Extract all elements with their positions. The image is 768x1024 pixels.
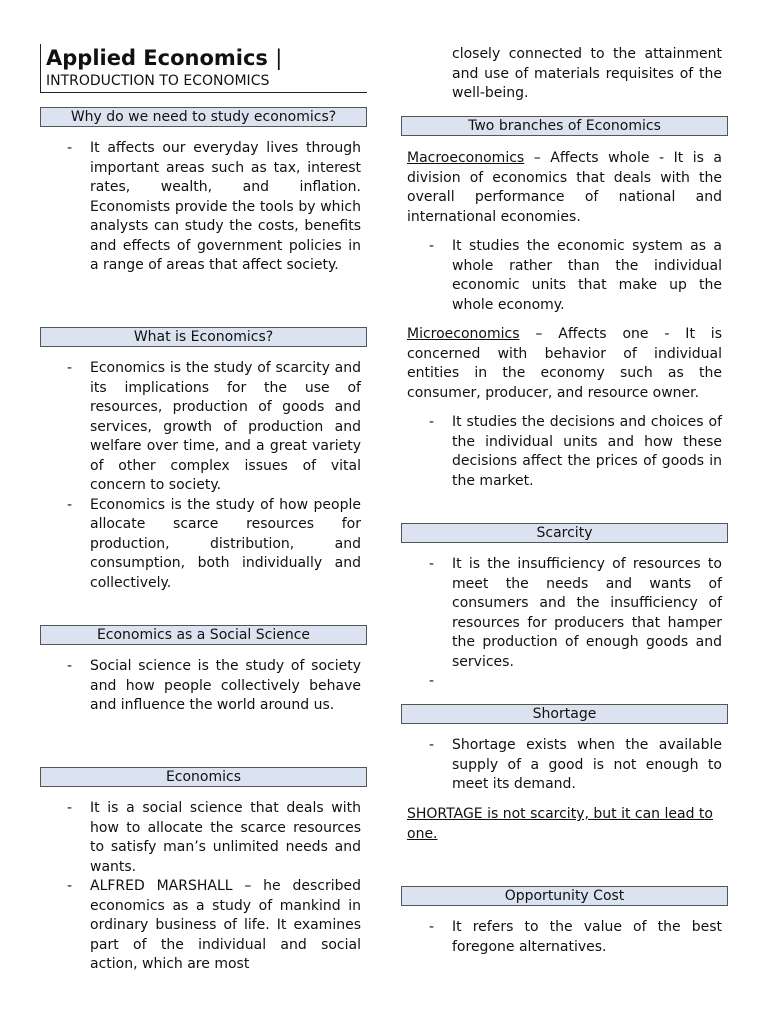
- list-item: - Economics is the study of how people allocate scarce resources for production, distribution, and consumption, both individually and collectively.: [67, 496, 361, 591]
- list-item: - Social science is the study of society and how people collectively behave and influence the world around us.: [67, 658, 361, 713]
- list-item: - It refers to the value of the best foregone alternatives.: [429, 919, 722, 955]
- section-heading-shortage: Shortage: [401, 704, 728, 724]
- continuation-text: closely connected to the attainment and use of materials requisites of the well-being.: [452, 46, 722, 101]
- document-subtitle: INTRODUCTION TO ECONOMICS: [46, 73, 270, 89]
- list-item: - Economics is the study of scarcity and its implications for the use of resources, production of goods and services, growth of production and welfare over time, and a great variety of other complex issues of vital concern to society.: [67, 360, 361, 493]
- macroeconomics-definition: Macroeconomics – Affects whole - It is a division of economics that deals with the overall performance of national and international economies.: [407, 150, 722, 225]
- section-heading-what-is-economics: What is Economics?: [40, 327, 367, 347]
- shortage-list: [429, 736, 722, 795]
- list-item: - Shortage exists when the available supply of a good is not enough to meet its demand.: [429, 737, 722, 792]
- list-item: - It affects our everyday lives through important areas such as tax, interest rates, wealth, and inflation. Economists provide the tools by which analysts can study the costs, benefits and effects of government policies in a range of areas that affect society.: [67, 140, 361, 273]
- document-title: Applied Economics |: [46, 46, 283, 70]
- list-item: - It is a social science that deals with how to allocate the scarce resources to satisfy man’s unlimited needs and wants.: [67, 800, 361, 875]
- list-item: - ALFRED MARSHALL – he described economics as a study of mankind in ordinary business of life. It examines part of the individual and social action, which are most: [67, 878, 361, 972]
- social-science-list: [67, 657, 361, 716]
- microeconomics-list: [429, 413, 722, 491]
- shortage-note: SHORTAGE is not scarcity, but it can lead to one.: [407, 806, 713, 842]
- section-heading-economics: Economics: [40, 767, 367, 787]
- what-is-economics-list: [67, 359, 361, 593]
- list-item: - It studies the economic system as a whole rather than the individual economic units that make up the whole economy.: [429, 238, 722, 313]
- economics-list: [67, 799, 361, 975]
- section-heading-two-branches: Two branches of Economics: [401, 116, 728, 136]
- section-heading-social-science: Economics as a Social Science: [40, 625, 367, 645]
- list-item: - It studies the decisions and choices of the individual units and how these decisions affect the prices of goods in the market.: [429, 414, 722, 489]
- why-study-list: [67, 139, 361, 276]
- scarcity-list: [429, 555, 722, 692]
- opportunity-cost-list: [429, 918, 722, 957]
- microeconomics-term: Microeconomics: [407, 326, 520, 342]
- list-item: -: [429, 673, 435, 689]
- section-heading-opportunity-cost: Opportunity Cost: [401, 886, 728, 906]
- list-item: - It is the insufficiency of resources to meet the needs and wants of consumers and the insufficiency of resources for producers that hamper the production of enough goods and services.: [429, 556, 722, 670]
- section-heading-why-study: Why do we need to study economics?: [40, 107, 367, 127]
- macroeconomics-list: [429, 237, 722, 315]
- macroeconomics-term: Macroeconomics: [407, 150, 525, 166]
- section-heading-scarcity: Scarcity: [401, 523, 728, 543]
- document-title-block: [40, 44, 367, 93]
- microeconomics-definition: Microeconomics – Affects one - It is concerned with behavior of individual entities in the economy such as the consumer, producer, and resource owner.: [407, 326, 722, 401]
